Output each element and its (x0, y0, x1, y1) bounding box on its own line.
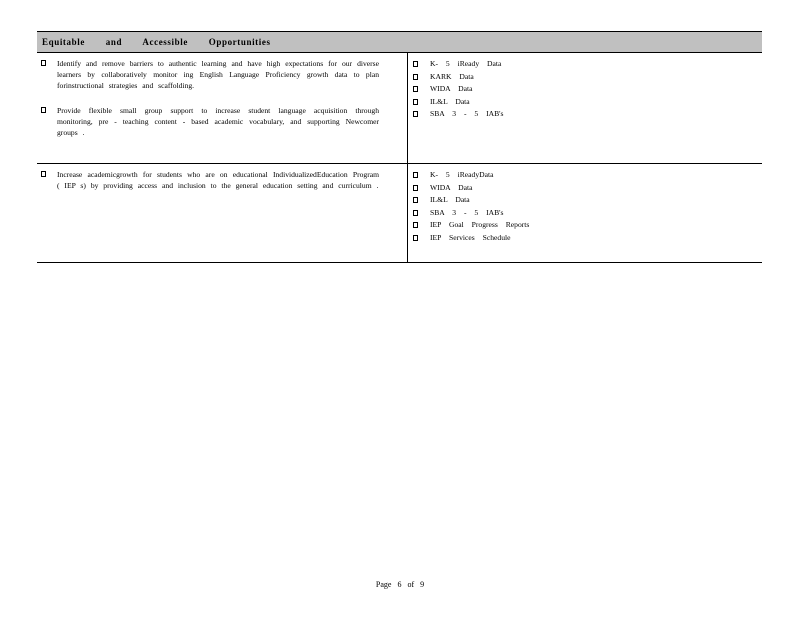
list-item: Increase academicgrowth for students who are on educational IndividualizedEducation Program ( IEP s) by providing access and inclusion to the general education setting and curriculum . (41, 169, 401, 191)
bullet-box-icon (413, 86, 418, 92)
list-item: K- 5 iReady Data (413, 58, 756, 71)
data-sources-cell (408, 164, 762, 262)
bullet-box-icon (413, 222, 418, 228)
table-row (37, 52, 762, 163)
bullet-box-icon (413, 235, 418, 241)
list-item: K- 5 iReadyData (413, 169, 756, 182)
strategies-cell (37, 164, 408, 262)
list-item: WIDA Data (413, 182, 756, 195)
bullet-box-icon (413, 111, 418, 117)
page-number: Page 6 of 9 (375, 580, 425, 589)
section-header: Equitable and Accessible Opportunities (37, 31, 762, 52)
list-item: WIDA Data (413, 83, 756, 96)
bullet-box-icon (41, 171, 46, 177)
bullet-box-icon (413, 210, 418, 216)
bullet-box-icon (413, 172, 418, 178)
bullet-box-icon (413, 99, 418, 105)
list-item: IL&L Data (413, 194, 756, 207)
strategies-cell (37, 53, 408, 163)
list-item: IEP Services Schedule (413, 232, 756, 245)
table-row (37, 163, 762, 263)
bullet-box-icon (413, 74, 418, 80)
bullet-box-icon (41, 107, 46, 113)
list-item: IL&L Data (413, 96, 756, 109)
list-item: KARK Data (413, 71, 756, 84)
list-item: IEP Goal Progress Reports (413, 219, 756, 232)
bullet-box-icon (41, 60, 46, 66)
bullet-box-icon (413, 61, 418, 67)
list-item: SBA 3 - 5 IAB's (413, 207, 756, 220)
list-item: Identify and remove barriers to authentic learning and have high expectations for our diverse learners by collaboratively monitor ing English Language Proficiency growth data to plan forinstructional strategies and scaffolding. (41, 58, 401, 91)
data-sources-cell (408, 53, 762, 163)
list-item: Provide flexible small group support to increase student language acquisition through monitoring, pre - teaching content - based academic vocabulary, and supporting Newcomer groups . (41, 105, 401, 138)
list-item: SBA 3 - 5 IAB's (413, 108, 756, 121)
opportunities-table (37, 31, 762, 263)
bullet-box-icon (413, 197, 418, 203)
bullet-box-icon (413, 185, 418, 191)
